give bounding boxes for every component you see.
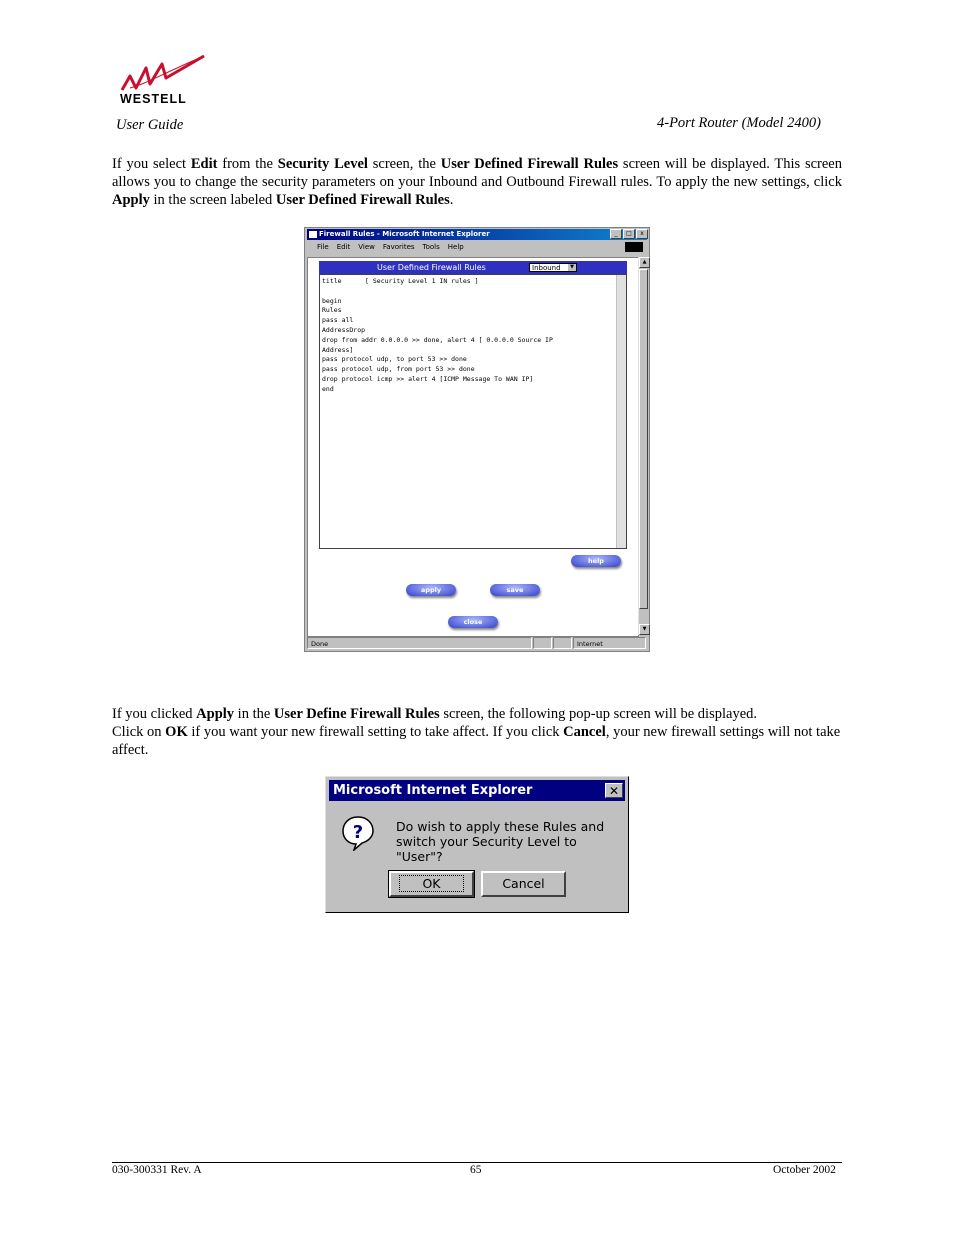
status-text: Done (307, 637, 532, 649)
status-zone: Internet (573, 637, 646, 649)
menu-tools[interactable]: Tools (422, 243, 440, 251)
rule-line: title [ Security Level 1 IN rules ] (322, 277, 479, 285)
doc-number: 030-300331 Rev. A (112, 1164, 202, 1176)
minimize-icon[interactable]: _ (610, 229, 622, 239)
window-controls (610, 229, 648, 239)
browser-title-bar (307, 229, 647, 240)
rule-line: drop protocol icmp >> alert 4 [ICMP Message To WAN IP] (322, 374, 534, 383)
menu-file[interactable]: File (317, 243, 329, 251)
chevron-down-icon[interactable]: ▼ (568, 264, 576, 271)
svg-text:?: ? (352, 822, 364, 843)
dialog-message: Do wish to apply these Rules and switch your Security Level to "User"? (396, 819, 605, 864)
scroll-down-icon[interactable]: ▼ (639, 624, 650, 635)
logo-wordmark: WESTELL (120, 92, 187, 106)
rules-textarea[interactable] (319, 274, 627, 549)
scroll-thumb[interactable] (639, 269, 648, 609)
textarea-scrollbar[interactable] (616, 275, 626, 548)
dialog-title-bar (329, 780, 625, 801)
dialog-title: Microsoft Internet Explorer (333, 783, 533, 798)
rule-line: Rules (322, 306, 342, 315)
cancel-button[interactable]: Cancel (481, 871, 566, 897)
rule-line: pass protocol udp, to port 53 >> done (322, 355, 467, 364)
apply-button[interactable]: apply (406, 584, 456, 596)
browser-status-bar (307, 637, 647, 649)
maximize-icon[interactable]: □ (623, 229, 635, 239)
browser-scrollbar[interactable] (638, 257, 649, 635)
ie-page-icon (309, 231, 317, 238)
apply-paragraph: If you clicked Apply in the User Define Firewall Rules screen, the following pop-up screen will be displayed. Click on OK if you want your new firewall setting to take affect. If you click Cancel, your new firewall settings will not take affect. (112, 706, 841, 758)
menu-help[interactable]: Help (447, 243, 464, 251)
browser-menu-bar (309, 241, 647, 253)
rules-text (322, 277, 553, 395)
firewall-rules-heading: User Defined Firewall Rules (377, 263, 486, 272)
close-icon[interactable]: x (636, 229, 648, 239)
rule-line: AddressDrop (322, 325, 366, 334)
direction-selected-value: Inbound (532, 264, 561, 272)
rule-line (322, 287, 553, 297)
confirm-dialog (325, 776, 629, 913)
rule-line: pass all (322, 316, 354, 325)
menu-favorites[interactable]: Favorites (382, 243, 415, 251)
direction-select[interactable] (529, 263, 577, 272)
scroll-up-icon[interactable]: ▲ (639, 257, 650, 268)
footer-divider (112, 1162, 842, 1163)
doc-date: October 2002 (773, 1164, 836, 1176)
ok-button[interactable]: OK (389, 871, 474, 897)
rule-line: Address] (322, 345, 354, 354)
help-button[interactable]: help (571, 555, 621, 567)
firewall-rules-header (319, 261, 627, 274)
header-product: 4-Port Router (Model 2400) (657, 115, 821, 131)
firewall-rules-browser-window (304, 227, 650, 652)
browser-content (307, 257, 639, 637)
rule-line: end (322, 384, 334, 393)
menu-view[interactable]: View (358, 243, 375, 251)
close-icon[interactable]: ✕ (605, 783, 623, 798)
browser-title: Firewall Rules - Microsoft Internet Explorer (319, 230, 490, 238)
intro-paragraph: If you select Edit from the Security Level screen, the User Defined Firewall Rules screen will be displayed. This screen allows you to change the security parameters on your Inbound and Outbound Firewall rules. To apply the new settings, click Apply in the screen labeled User Defined Firewall Rules. (112, 156, 842, 208)
rule-line: begin (322, 296, 342, 305)
windows-logo-icon (625, 242, 643, 252)
save-button[interactable]: save (490, 584, 540, 596)
rule-line: drop from addr 0.0.0.0 >> done, alert 4 [ 0.0.0.0 Source IP (322, 335, 553, 344)
close-button[interactable]: close (448, 616, 498, 628)
menu-edit[interactable]: Edit (336, 243, 351, 251)
rule-line: pass protocol udp, from port 53 >> done (322, 365, 475, 374)
header-doc-type: User Guide (116, 117, 184, 133)
page-number: 65 (470, 1164, 482, 1176)
question-icon (342, 815, 374, 851)
